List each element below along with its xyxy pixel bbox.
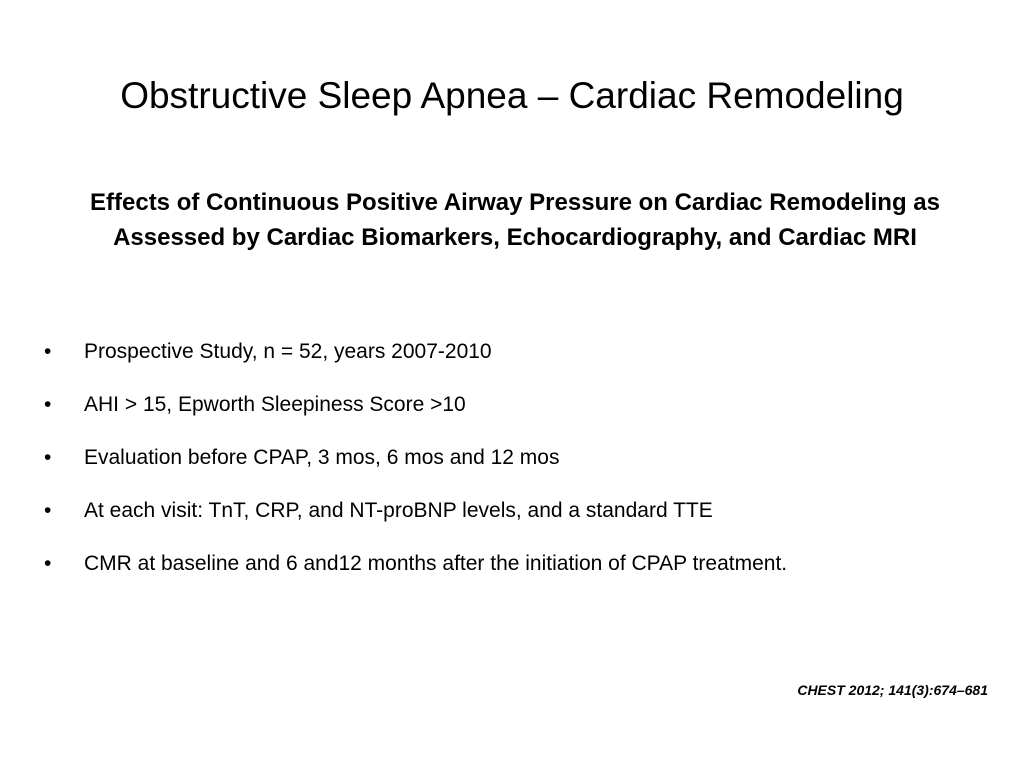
bullet-marker: •: [44, 446, 52, 469]
bullet-text: AHI > 15, Epworth Sleepiness Score >10: [84, 393, 466, 416]
bullet-marker: •: [44, 340, 52, 363]
bullet-item: [44, 334, 1004, 387]
bullet-text: Prospective Study, n = 52, years 2007-2010: [84, 340, 492, 363]
bullet-marker: •: [44, 499, 52, 522]
slide-subtitle: Effects of Continuous Positive Airway Pressure on Cardiac Remodeling as Assessed by Cardiac Biomarkers, Echocardiography, and Cardiac MRI: [90, 189, 940, 251]
bullet-item: [44, 546, 1004, 599]
bullet-item: [44, 493, 1004, 546]
slide-title: Obstructive Sleep Apnea – Cardiac Remodeling: [120, 75, 904, 116]
bullet-marker: •: [44, 393, 52, 416]
bullet-item: [44, 440, 1004, 493]
bullet-item: [44, 387, 1004, 440]
bullet-text: At each visit: TnT, CRP, and NT-proBNP levels, and a standard TTE: [84, 499, 713, 522]
bullet-text: CMR at baseline and 6 and12 months after the initiation of CPAP treatment.: [84, 552, 788, 575]
bullet-marker: •: [44, 552, 52, 575]
citation: CHEST 2012; 141(3):674–681: [797, 682, 988, 698]
bullet-list: [44, 334, 1004, 599]
bullet-text: Evaluation before CPAP, 3 mos, 6 mos and 12 mos: [84, 446, 560, 469]
